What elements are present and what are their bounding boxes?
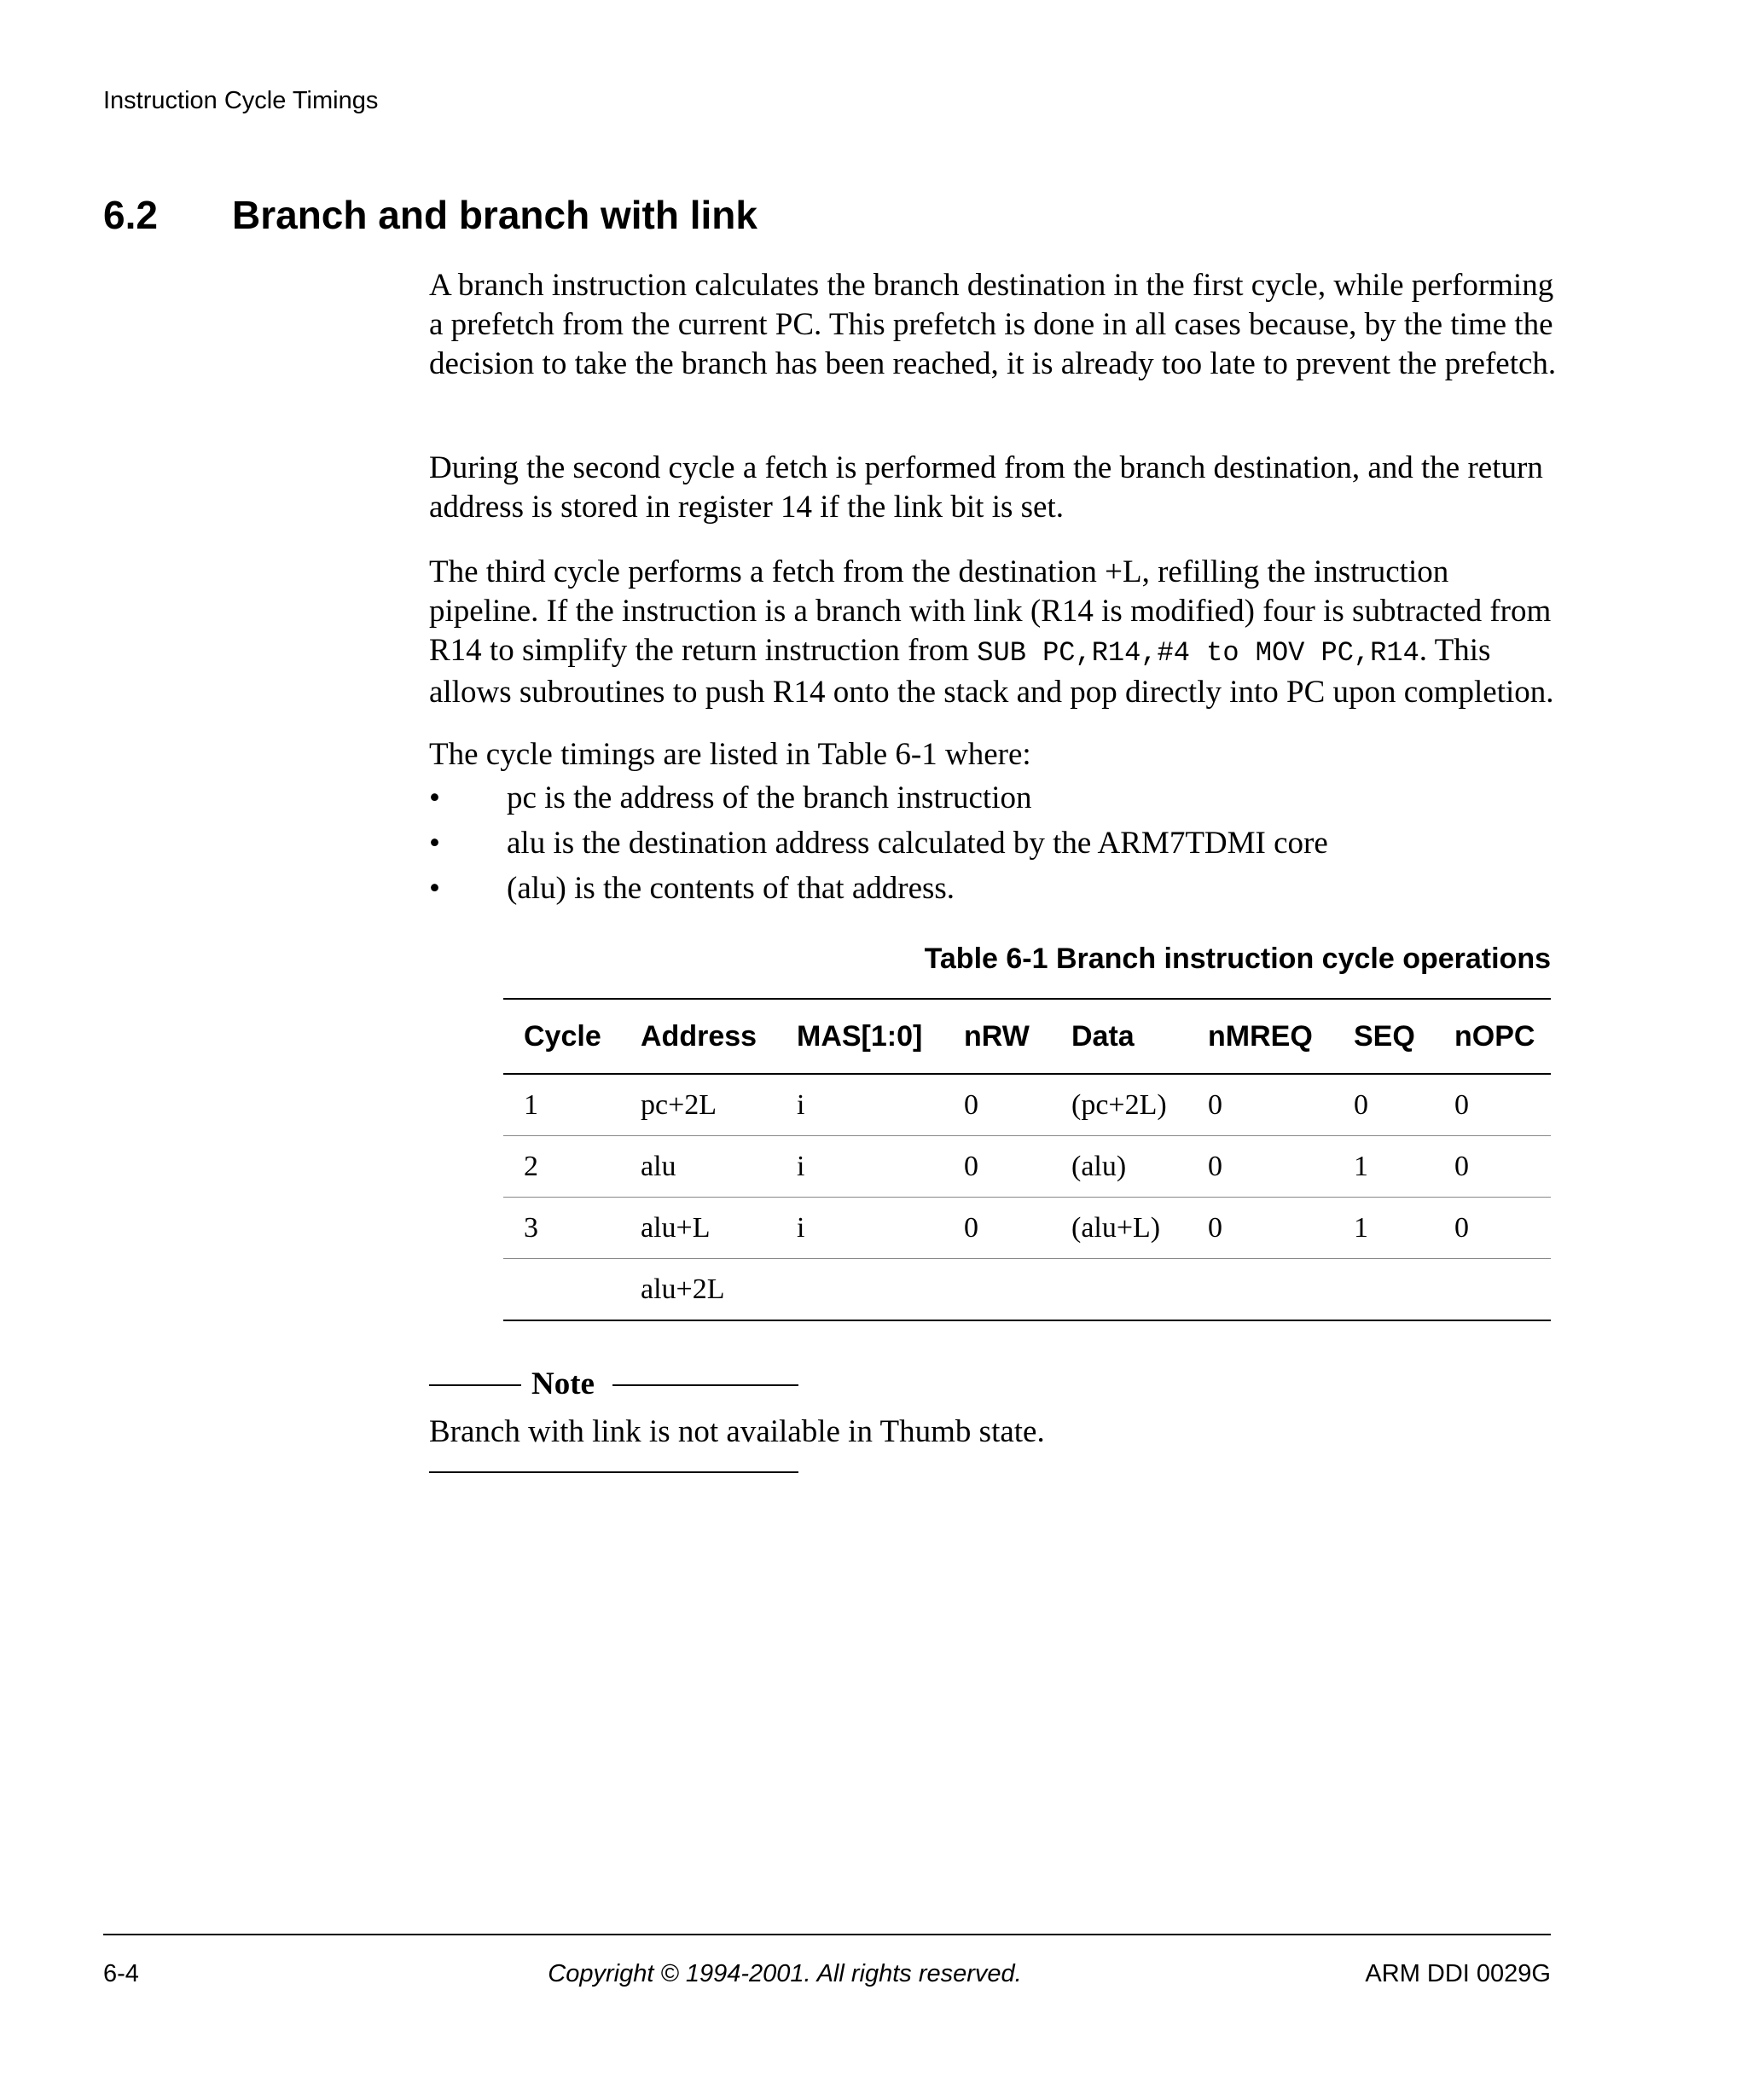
bullet-item	[429, 824, 1564, 869]
table-cell: (alu)	[1051, 1136, 1187, 1198]
table-cell: (alu+L)	[1051, 1198, 1187, 1259]
column-header: Cycle	[503, 999, 620, 1074]
column-header: MAS[1:0]	[776, 999, 943, 1074]
column-header: nOPC	[1434, 999, 1551, 1074]
table-cell: i	[776, 1136, 943, 1198]
paragraph-1	[429, 266, 1564, 384]
table-cell: 1	[1333, 1198, 1434, 1259]
table-cell: 2	[503, 1136, 620, 1198]
table-cell: alu	[620, 1136, 776, 1198]
table-caption: Table 6-1 Branch instruction cycle operations	[924, 943, 1551, 975]
cycle-operations-table	[503, 998, 1551, 1321]
running-head: Instruction Cycle Timings	[103, 87, 379, 114]
table-cell: alu+L	[620, 1198, 776, 1259]
table-cell: 1	[1333, 1136, 1434, 1198]
footer-rule	[103, 1934, 1551, 1935]
table-cell: alu+2L	[620, 1259, 776, 1321]
table-cell: 0	[943, 1198, 1051, 1259]
section-heading	[103, 191, 757, 239]
table-cell	[503, 1259, 620, 1321]
table-cell	[943, 1259, 1051, 1321]
paragraph-text-part: The third cycle performs a fetch from the destination +L, refilling the instruction pipeline. If the instruction is a branch with link (R14 is modified) four is subtracted from R14 to simplify the return instruction from	[429, 554, 1552, 668]
paragraph-text: A branch instruction calculates the branch destination in the first cycle, while performing a prefetch from the current PC. This prefetch is done in all cases because, by the time the decision to take the branch has been reached, it is already too late to prevent the prefetch.	[429, 268, 1557, 381]
table-cell: i	[776, 1074, 943, 1136]
bullet-text: alu is the destination address calculated by the ARM7TDMI core	[507, 826, 1328, 861]
table-cell: i	[776, 1198, 943, 1259]
table-cell: 0	[943, 1074, 1051, 1136]
table-row	[503, 1074, 1551, 1136]
paragraph-text	[429, 553, 1564, 712]
paragraph-3	[429, 553, 1564, 712]
page-number: 6-4	[103, 1960, 139, 1987]
column-header: nRW	[943, 999, 1051, 1074]
table-cell: 3	[503, 1198, 620, 1259]
table-cell: 0	[1333, 1074, 1434, 1136]
table-header-row	[503, 999, 1551, 1074]
table-cell: pc+2L	[620, 1074, 776, 1136]
paragraph-text-part: . This allows subroutines to push R14 onto the stack and pop directly into PC upon completion.	[429, 633, 1554, 710]
paragraph-text: During the second cycle a fetch is performed from the branch destination, and the return address is stored in register 14 if the link bit is set.	[429, 450, 1543, 525]
bullet-glyph: •	[429, 780, 440, 815]
table-cell	[1051, 1259, 1187, 1321]
copyright-notice: Copyright © 1994-2001. All rights reserved.	[548, 1960, 1022, 1987]
table-cell: 0	[1434, 1136, 1551, 1198]
bullet-glyph: •	[429, 826, 440, 861]
table-row	[503, 1136, 1551, 1198]
table-cell: 0	[1187, 1136, 1333, 1198]
column-header: Address	[620, 999, 776, 1074]
bullet-text: pc is the address of the branch instruction	[507, 780, 1032, 815]
note-rule-right	[612, 1384, 798, 1386]
code-snippet: SUB PC,R14,#4 to MOV PC,R14	[977, 637, 1419, 669]
table-cell: 1	[503, 1074, 620, 1136]
paragraph-text: The cycle timings are listed in Table 6-1 where:	[429, 737, 1031, 772]
paragraph-2	[429, 449, 1564, 527]
column-header: Data	[1051, 999, 1187, 1074]
table-cell: 0	[1434, 1198, 1551, 1259]
bullet-list	[429, 779, 1564, 914]
column-header: SEQ	[1333, 999, 1434, 1074]
bullet-glyph: •	[429, 871, 440, 906]
document-id: ARM DDI 0029G	[1365, 1960, 1551, 1987]
paragraph-4	[429, 735, 1564, 774]
note-rule-left	[429, 1384, 521, 1386]
table-cell	[1434, 1259, 1551, 1321]
section-title: Branch and branch with link	[232, 193, 757, 237]
note-text: Branch with link is not available in Thumb state.	[429, 1414, 1045, 1449]
table-cell: 0	[943, 1136, 1051, 1198]
table-cell	[1187, 1259, 1333, 1321]
table-cell: (pc+2L)	[1051, 1074, 1187, 1136]
table-cell: 0	[1187, 1074, 1333, 1136]
table-cell: 0	[1187, 1198, 1333, 1259]
table-row	[503, 1198, 1551, 1259]
table-cell	[776, 1259, 943, 1321]
column-header: nMREQ	[1187, 999, 1333, 1074]
note-label: Note	[531, 1366, 595, 1401]
table-row	[503, 1259, 1551, 1321]
table-cell: 0	[1434, 1074, 1551, 1136]
bullet-item	[429, 869, 1564, 914]
bullet-text: (alu) is the contents of that address.	[507, 871, 955, 906]
section-number: 6.2	[103, 193, 158, 237]
note-rule-bottom	[429, 1471, 798, 1473]
table-cell	[1333, 1259, 1434, 1321]
bullet-item	[429, 779, 1564, 824]
